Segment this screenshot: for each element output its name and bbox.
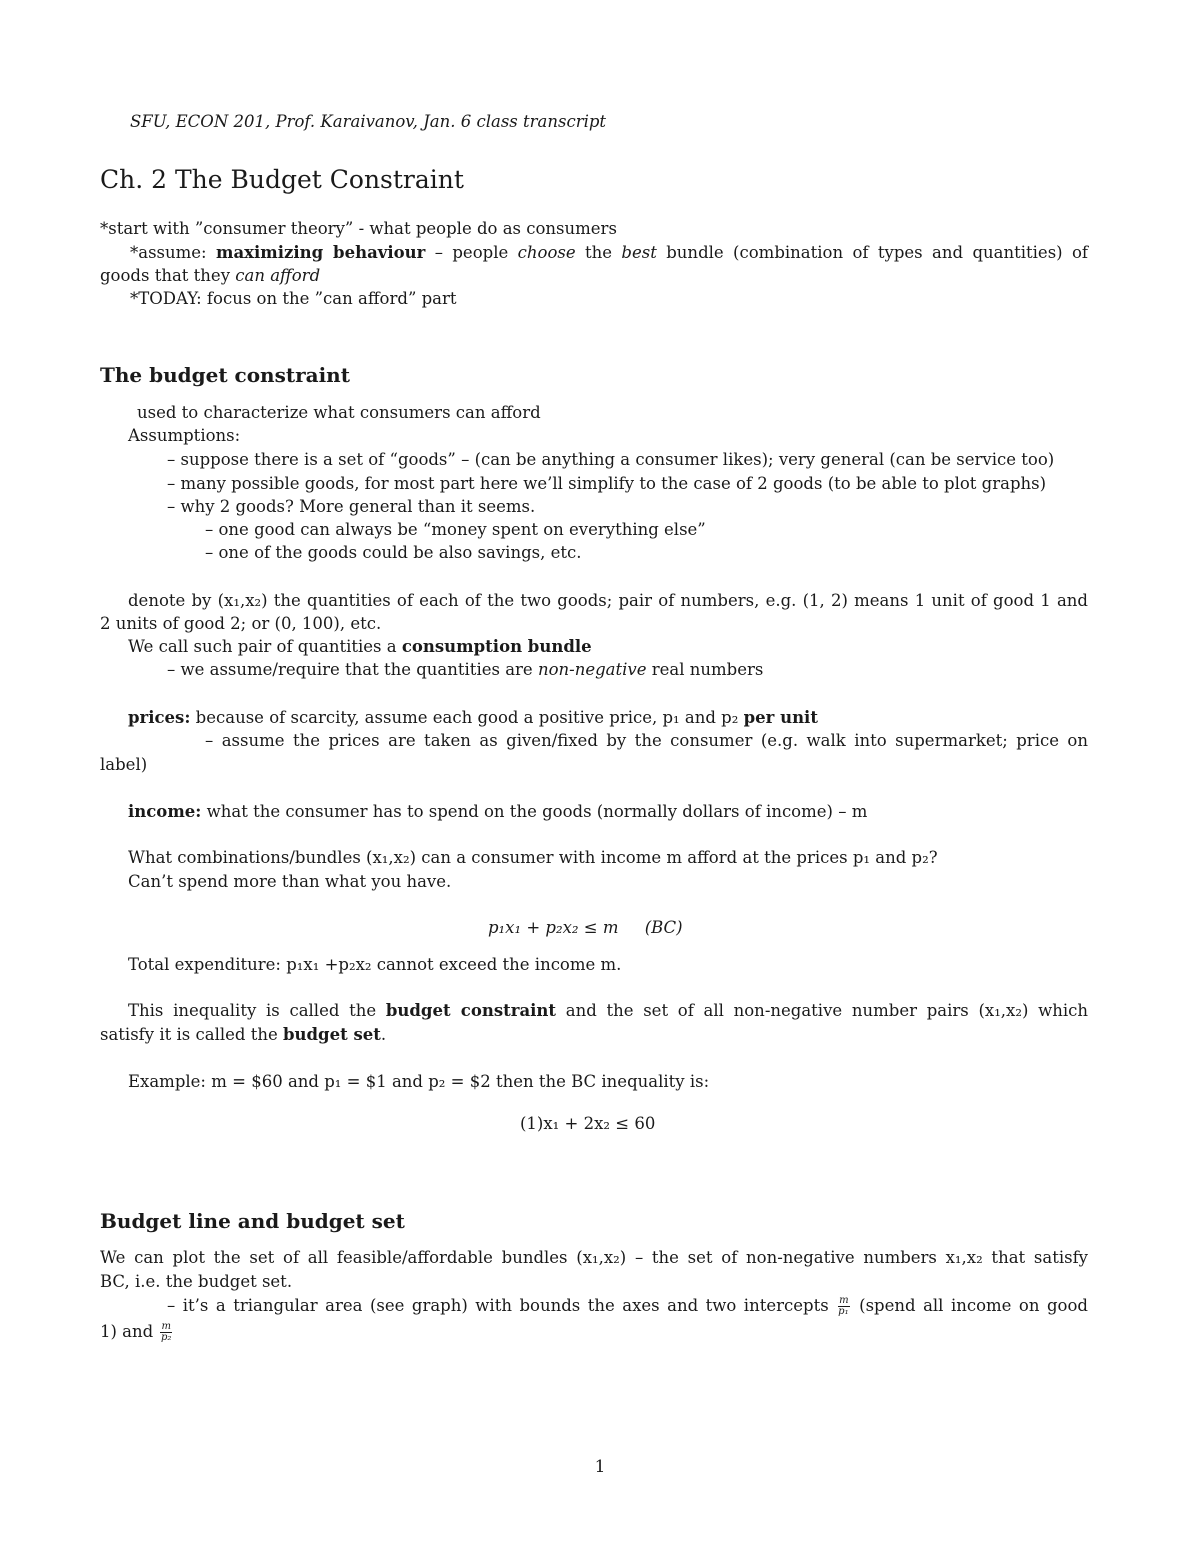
intercept-fraction-1	[838, 1296, 849, 1317]
total-expenditure-line: Total expenditure: p₁x₁ +p₂x₂ cannot exceed the income m.	[128, 955, 622, 974]
question-line: What combinations/bundles (x₁,x₂) can a consumer with income m afford at the prices p₁ and p₂?	[128, 848, 938, 867]
page-number: 1	[594, 1457, 606, 1477]
intercept-line-2	[100, 1321, 174, 1343]
example-equation: (1)x₁ + 2x₂ ≤ 60	[520, 1114, 656, 1133]
bold-term: per unit	[743, 708, 818, 727]
intro-italic: best	[621, 243, 657, 262]
text-run: and the set of all non-negative number pairs (x₁,x₂) which	[556, 1001, 1089, 1020]
intro-text: *assume:	[130, 243, 217, 262]
budget-set-line-1: We can plot the set of all feasible/affordable bundles (x₁,x₂) – the set of non-negative numbers x₁,x₂ that satisfy	[100, 1248, 1088, 1267]
given-line-2: label)	[100, 755, 148, 774]
running-header: SFU, ECON 201, Prof. Karaivanov, Jan. 6 class transcript	[130, 112, 607, 131]
intercept-line-1	[167, 1295, 1088, 1317]
intercept-fraction-2	[160, 1322, 171, 1343]
fraction-denominator: p₂	[160, 1332, 172, 1343]
text-run: We call such pair of quantities a	[128, 637, 402, 656]
assumption-item: – suppose there is a set of “goods” – (can be anything a consumer likes); very general (can be service too)	[167, 450, 1055, 469]
fraction-numerator: m	[161, 1321, 171, 1332]
text-run: 1) and	[100, 1322, 159, 1341]
intro-italic: can afford	[235, 266, 321, 285]
denote-line-1: denote by (x₁,x₂) the quantities of each of the two goods; pair of numbers, e.g. (1, 2) means 1 unit of good 1 and	[128, 591, 1088, 610]
text-run: what the consumer has to spend on the goods (normally dollars of income) – m	[201, 802, 868, 821]
text-line: Assumptions:	[128, 426, 241, 445]
bundle-line	[128, 637, 592, 657]
intro-bold: maximizing behaviour	[216, 243, 426, 262]
bold-term: prices:	[128, 708, 191, 727]
assumption-item: – why 2 goods? More general than it seems.	[167, 497, 536, 516]
nonneg-line	[167, 660, 763, 680]
income-line	[128, 802, 867, 822]
intro-text: – people	[425, 243, 518, 262]
bold-term: income:	[128, 802, 202, 821]
intro-line-3	[100, 266, 320, 286]
text-run: because of scarcity, assume each good a positive price, p₁ and p₂	[190, 708, 744, 727]
budget-constraint-equation: p₁x₁ + p₂x₂ ≤ m (BC)	[488, 918, 683, 937]
intro-line-2	[130, 243, 1088, 263]
prices-line	[128, 708, 818, 728]
assumption-subitem: – one of the goods could be also savings, etc.	[205, 543, 582, 562]
text-line: used to characterize what consumers can afford	[137, 403, 541, 422]
italic-term: non-negative	[537, 660, 647, 679]
text-run: This inequality is called the	[128, 1001, 386, 1020]
intro-line-4: *TODAY: focus on the ”can afford” part	[130, 289, 457, 308]
inequality-line-1	[128, 1001, 1088, 1021]
given-line-1: – assume the prices are taken as given/fixed by the consumer (e.g. walk into supermarket; price on	[205, 731, 1088, 750]
assumption-item: – many possible goods, for most part here we’ll simplify to the case of 2 goods (to be able to plot graphs)	[167, 474, 1047, 493]
bold-term: consumption bundle	[401, 637, 592, 656]
text-run: real numbers	[646, 660, 764, 679]
text-run: (spend all income on good	[851, 1296, 1088, 1315]
bold-term: budget set	[282, 1025, 381, 1044]
bold-term: budget constraint	[385, 1001, 557, 1020]
intro-line-1: *start with ”consumer theory” - what people do as consumers	[100, 219, 617, 238]
fraction-denominator: p₁	[838, 1306, 849, 1317]
section-heading-budget-line: Budget line and budget set	[100, 1209, 405, 1233]
chapter-title: Ch. 2 The Budget Constraint	[100, 165, 464, 194]
text-run: .	[380, 1025, 387, 1044]
intro-text: the	[575, 243, 622, 262]
intro-text: goods that they	[100, 266, 236, 285]
inequality-line-2	[100, 1025, 386, 1045]
intro-text: bundle (combination of types and quantities) of	[656, 243, 1089, 262]
fraction-numerator: m	[839, 1295, 849, 1306]
example-line: Example: m = $60 and p₁ = $1 and p₂ = $2 then the BC inequality is:	[128, 1072, 710, 1091]
intro-italic: choose	[517, 243, 576, 262]
budget-set-line-2: BC, i.e. the budget set.	[100, 1272, 293, 1291]
text-run: – we assume/require that the quantities are	[167, 660, 538, 679]
text-run: satisfy it is called the	[100, 1025, 283, 1044]
text-line: Can’t spend more than what you have.	[128, 872, 452, 891]
text-run: – it’s a triangular area (see graph) with bounds the axes and two intercepts	[167, 1296, 837, 1315]
assumption-subitem: – one good can always be “money spent on everything else”	[205, 520, 706, 539]
section-heading-budget-constraint: The budget constraint	[100, 363, 350, 387]
denote-line-2: 2 units of good 2; or (0, 100), etc.	[100, 614, 382, 633]
